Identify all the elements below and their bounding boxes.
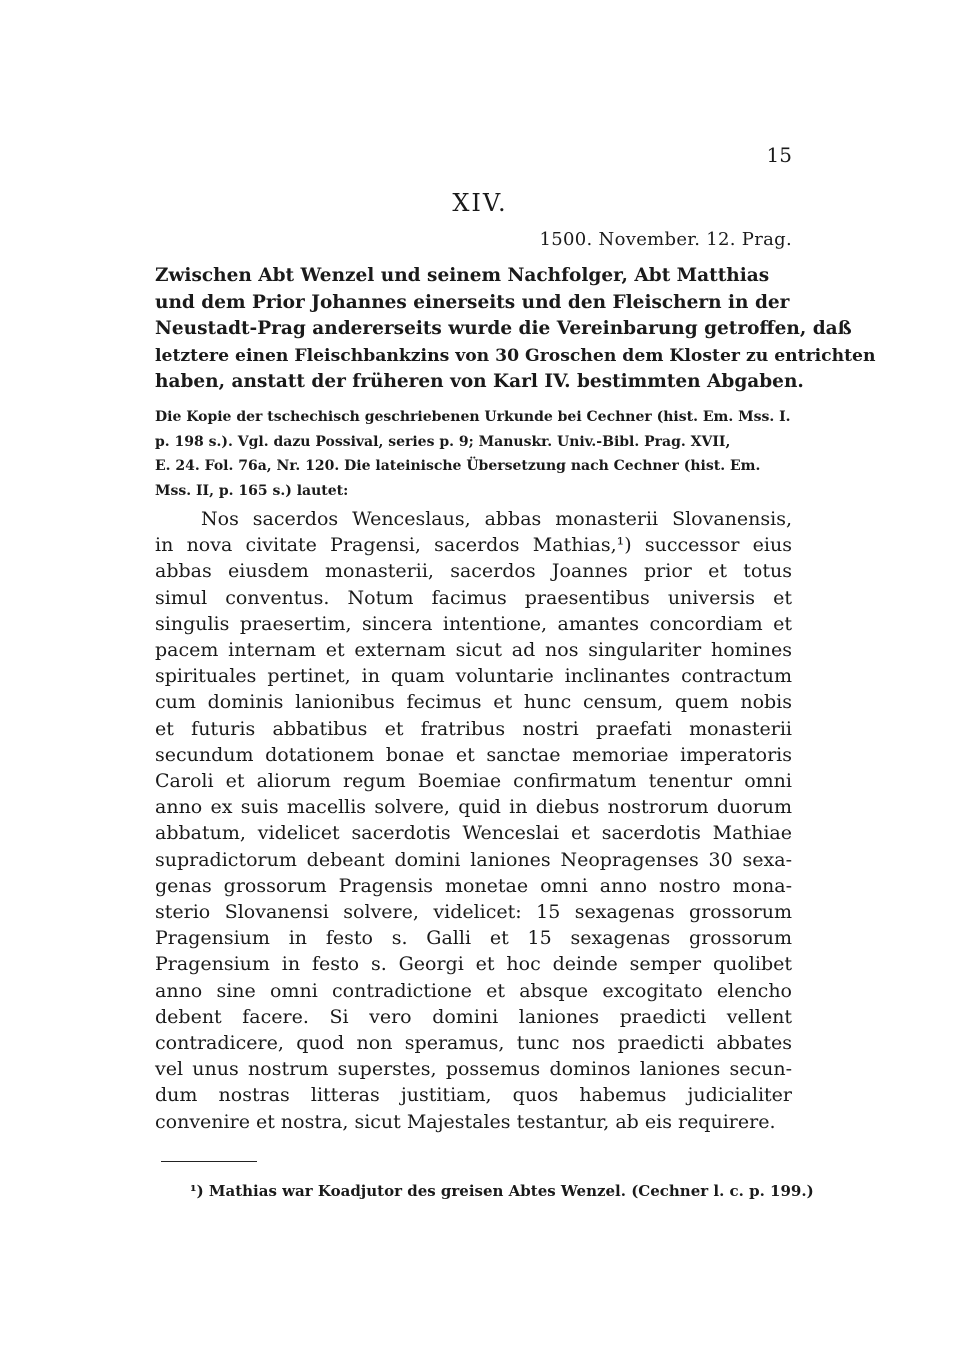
- regest-paragraph: [155, 263, 876, 396]
- source-note: [155, 405, 792, 503]
- latin-line: Pragensium in festo s. Georgi et hoc deinde semper quolibet: [155, 953, 792, 976]
- latin-line: anno sine omni contradictione et absque excogitato elencho: [155, 979, 792, 1002]
- latin-line: secundum dotationem bonae et sanctae memoriae imperatoris: [155, 743, 792, 766]
- latin-line: Pragensium in festo s. Galli et 15 sexagenas grossorum: [155, 927, 792, 950]
- latin-line: genas grossorum Pragensis monetae omni anno nostro mona-: [155, 874, 792, 897]
- latin-line: convenire et nostra, sicut Majestales testantur, ab eis requirere.: [155, 1110, 776, 1133]
- latin-line: abbatum, videlicet sacerdotis Wenceslai et sacerdotis Mathiae: [155, 822, 792, 845]
- latin-line: spirituales pertinet, in quam voluntarie inclinantes contractum: [155, 665, 792, 688]
- latin-line: singulis praesertim, sincera intentione, amantes concordiam et: [155, 612, 792, 635]
- latin-line: in nova civitate Pragensi, sacerdos Mathias,¹) successor eius: [155, 534, 792, 557]
- latin-line: Nos sacerdos Wenceslaus, abbas monasterii Slovanensis,: [201, 508, 792, 530]
- source-line: p. 198 s.). Vgl. dazu Possival, series p. 9; Manuskr. Univ.-Bibl. Prag. XVII,: [155, 433, 731, 450]
- latin-line: supradictorum debeant domini laniones Neopragenses 30 sexa-: [155, 848, 792, 871]
- regest-line: und dem Prior Johannes einerseits und den Fleischern in der: [155, 291, 790, 313]
- latin-line: et futuris abbatibus et fratribus nostri praefati monasterii: [155, 717, 792, 740]
- latin-line: Caroli et aliorum regum Boemiae confirmatum tenentur omni: [155, 770, 792, 793]
- latin-line: vel unus nostrum superstes, possemus dominos laniones secun-: [155, 1058, 792, 1081]
- latin-text: [155, 506, 792, 1135]
- document-number: XIV.: [452, 189, 508, 217]
- latin-line: debent facere. Si vero domini laniones praedicti vellent: [155, 1005, 792, 1028]
- regest-line: Neustadt-Prag andererseits wurde die Vereinbarung getroffen, daß: [155, 318, 852, 339]
- page-number: 15: [766, 143, 792, 167]
- latin-line: pacem internam et externam sicut ad nos singulariter homines: [155, 639, 792, 662]
- source-line: Die Kopie der tschechisch geschriebenen Urkunde bei Cechner (hist. Em. Mss. I.: [155, 409, 791, 425]
- regest-line: haben, anstatt der früheren von Karl IV. bestimmten Abgaben.: [155, 371, 804, 392]
- dateline: 1500. November. 12. Prag.: [539, 229, 792, 250]
- latin-line: contradicere, quod non speramus, tunc nos praedicti abbates: [155, 1032, 792, 1055]
- latin-line: abbas eiusdem monasterii, sacerdos Joannes prior et totus: [155, 560, 792, 583]
- footnote-separator: [161, 1161, 257, 1162]
- latin-line: simul conventus. Notum facimus praesentibus universis et: [155, 586, 792, 609]
- footnote: ¹) Mathias war Koadjutor des greisen Abtes Wenzel. (Cechner l. c. p. 199.): [190, 1182, 814, 1200]
- regest-line: Zwischen Abt Wenzel und seinem Nachfolger, Abt Matthias: [155, 265, 770, 286]
- source-line: Mss. II, p. 165 s.) lautet:: [155, 482, 349, 499]
- regest-line: letztere einen Fleischbankzins von 30 Groschen dem Kloster zu entrichten: [155, 345, 876, 366]
- latin-line: cum dominis lanionibus fecimus et hunc censum, quem nobis: [155, 691, 792, 714]
- latin-line: sterio Slovanensi solvere, videlicet: 15 sexagenas grossorum: [155, 901, 792, 924]
- latin-line: anno ex suis macellis solvere, quid in diebus nostrorum duorum: [155, 796, 792, 819]
- source-line: E. 24. Fol. 76a, Nr. 120. Die lateinische Übersetzung nach Cechner (hist. Em.: [155, 458, 761, 474]
- latin-line: dum nostras litteras justitiam, quos habemus judicialiter: [155, 1084, 792, 1107]
